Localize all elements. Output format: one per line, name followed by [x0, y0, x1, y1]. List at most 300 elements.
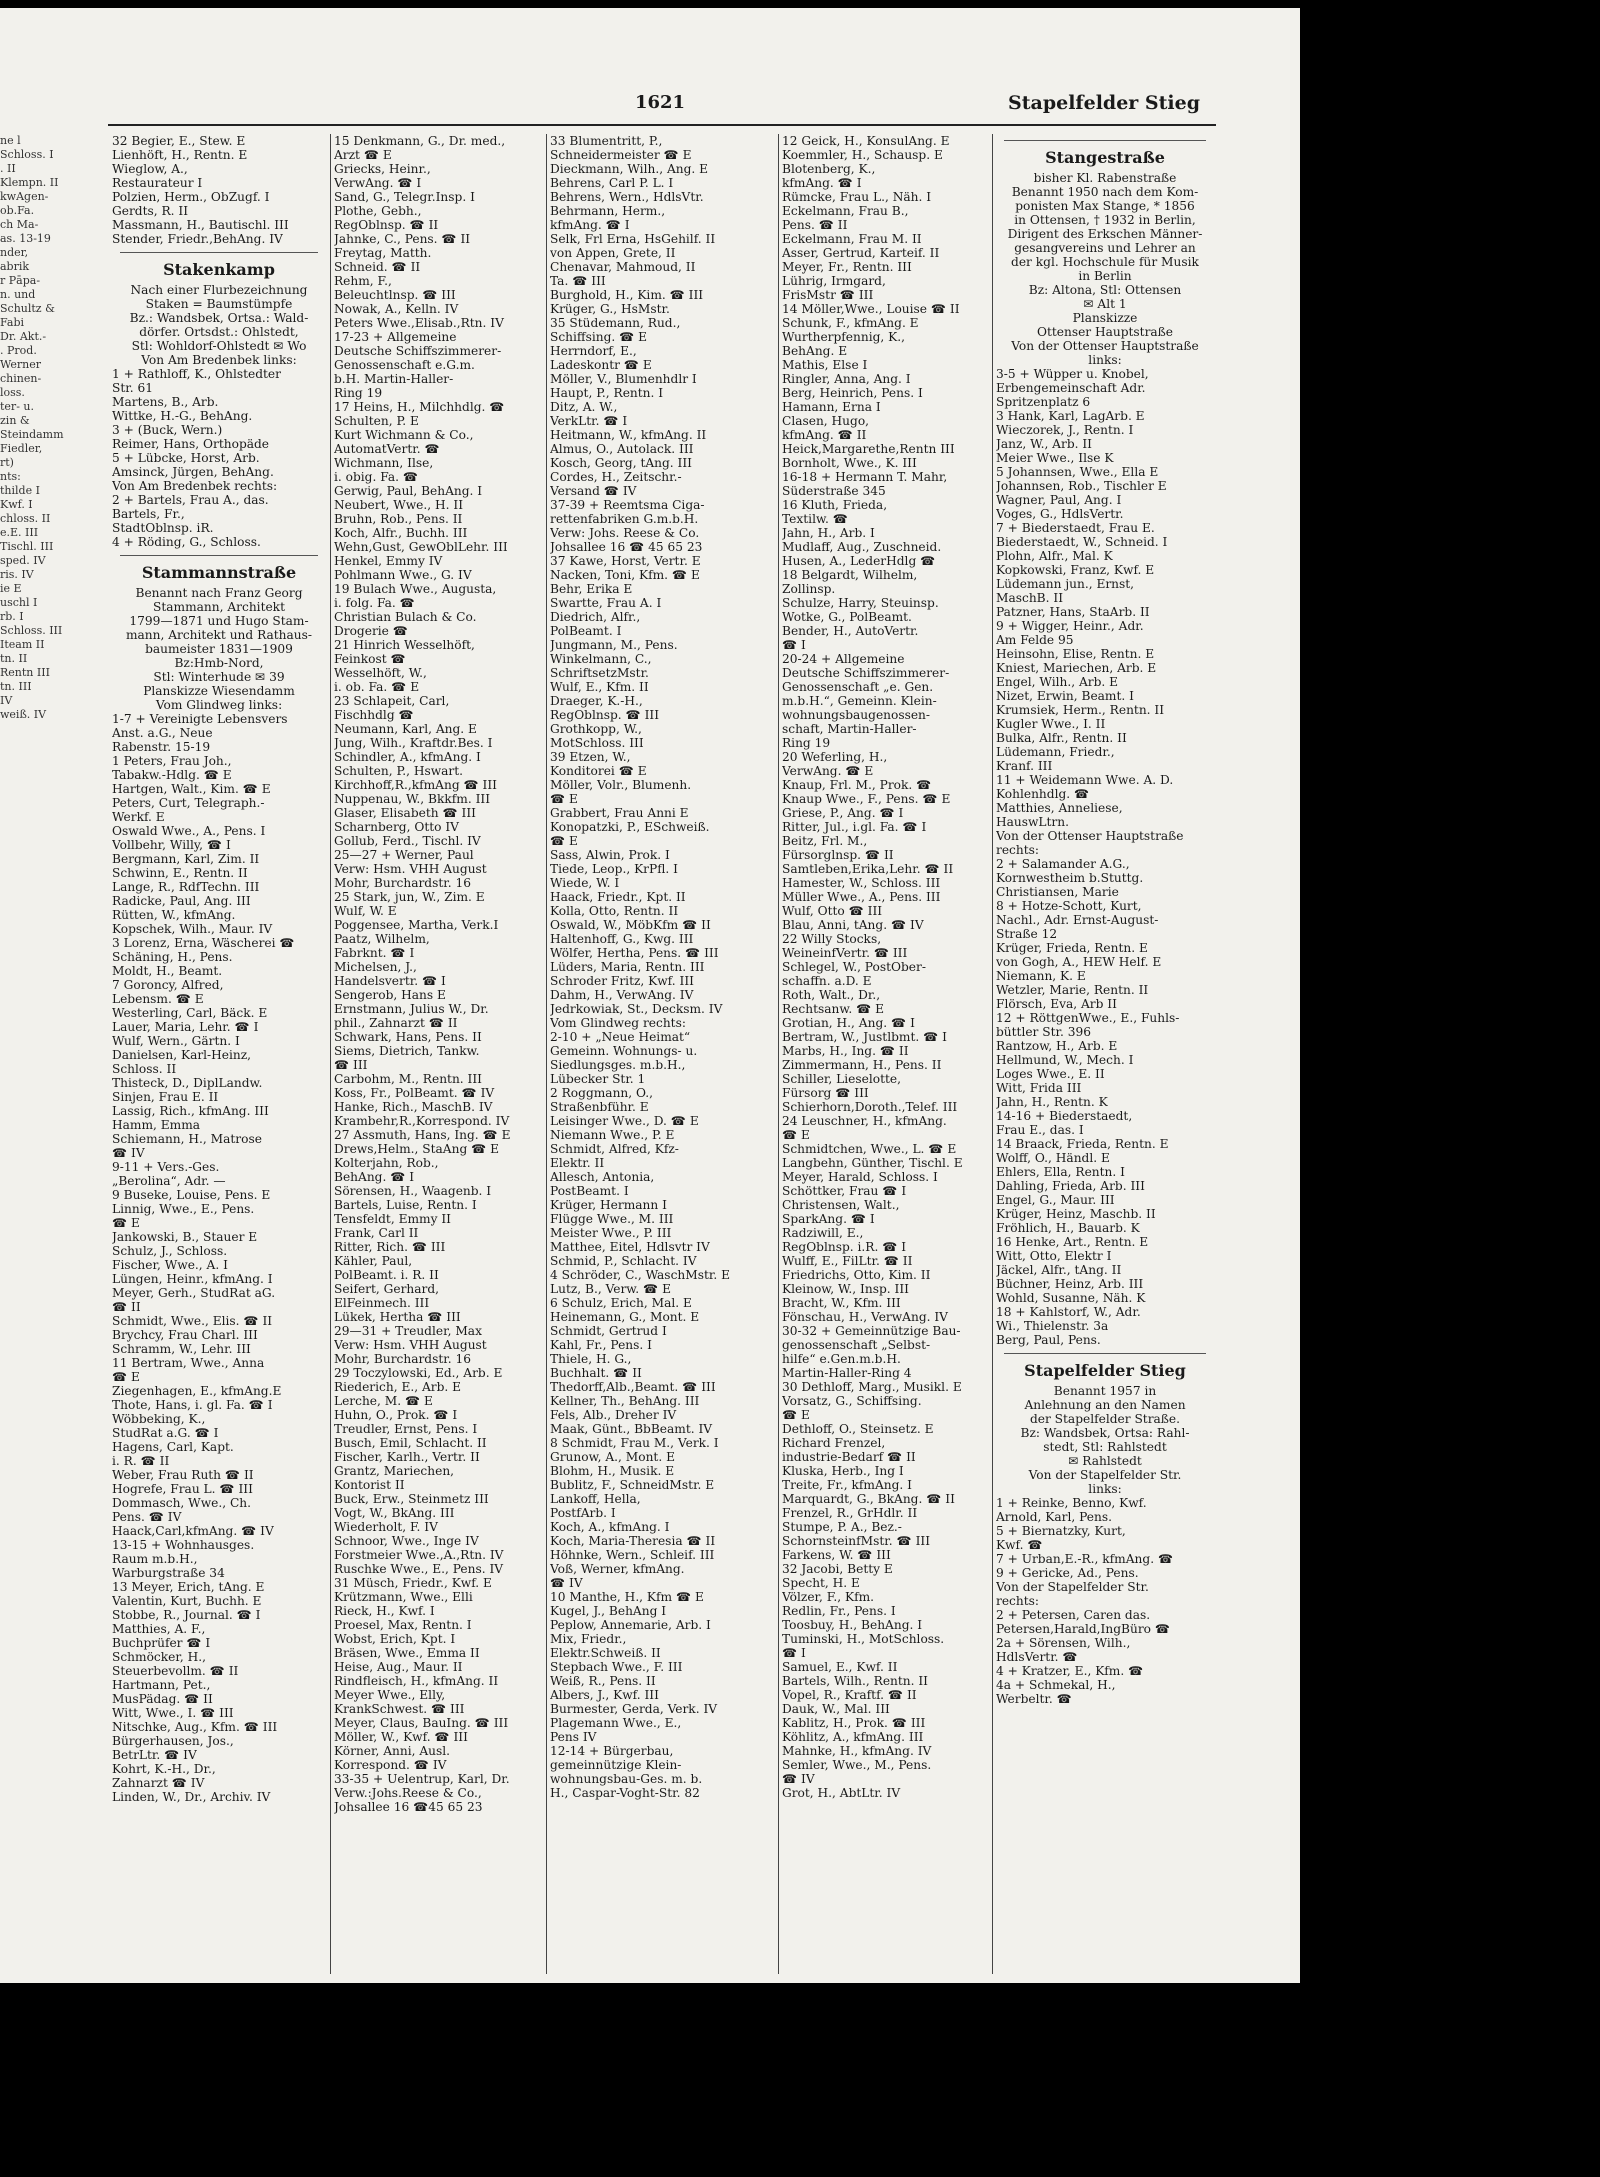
directory-entry: Möller, W., Kwf. ☎ III [334, 1730, 468, 1744]
directory-entry: Elektr.Schweiß. II [550, 1646, 661, 1660]
directory-entry: Schunk, F., kfmAng. E [782, 316, 919, 330]
directory-entry: Meier Wwe., Ilse K [996, 451, 1114, 465]
edge-fragment: Rentn III [0, 666, 50, 679]
directory-entry: ☎ II [112, 1300, 141, 1314]
directory-entry: Behr, Erika E [550, 582, 633, 596]
edge-fragment: Schloss. III [0, 624, 63, 637]
directory-entry: Toosbuy, H., BehAng. I [782, 1618, 923, 1632]
directory-entry: 27 Assmuth, Hans, Ing. ☎ E [334, 1128, 511, 1142]
directory-entry: ElFeinmech. III [334, 1296, 430, 1310]
directory-entry: StadtOblnsp. iR. [112, 521, 214, 535]
street-description: Ottenser Hauptstraße [1036, 325, 1174, 339]
directory-entry: Reimer, Hans, Orthopäde [112, 437, 270, 451]
directory-entry: Kellner, Th., BehAng. III [550, 1394, 700, 1408]
directory-entry: Anst. a.G., Neue [112, 726, 213, 740]
directory-entry: Schierhorn,Doroth.,Telef. III [782, 1100, 958, 1114]
street-description: Anlehnung an den Namen [1024, 1398, 1186, 1412]
directory-entry: Versand ☎ IV [550, 484, 637, 498]
directory-entry: 4 + Röding, G., Schloss. [112, 535, 261, 549]
directory-entry: Vopel, R., Kraftf. ☎ II [782, 1688, 917, 1702]
directory-entry: Friedrichs, Otto, Kim. II [782, 1268, 931, 1282]
directory-entry: Heinemann, G., Mont. E [550, 1310, 700, 1324]
directory-entry: Grothkopp, W., [550, 722, 642, 736]
directory-entry: Arzt ☎ E [334, 148, 392, 162]
directory-entry: 5 + Lübcke, Horst, Arb. [112, 451, 260, 465]
directory-entry: Witt, Otto, Elektr I [996, 1249, 1112, 1263]
directory-entry: Behrens, Carl P. L. I [550, 176, 674, 190]
directory-entry: Lankoff, Hella, [550, 1492, 641, 1506]
directory-entry: wohnungsbaugenossen- [782, 708, 931, 722]
directory-entry: Rechtsanw. ☎ E [782, 1002, 885, 1016]
edge-fragment: Fiedler, [0, 442, 43, 455]
directory-entry: 16 Henke, Art., Rentn. E [996, 1235, 1149, 1249]
directory-entry: Pens IV [550, 1730, 597, 1744]
directory-entry: von Gogh, A., HEW Helf. E [996, 955, 1162, 969]
directory-entry: Behrens, Wern., HdlsVtr. [550, 190, 704, 204]
directory-entry: Verw: Hsm. VHH August [334, 1338, 487, 1352]
directory-entry: Kopkowski, Franz, Kwf. E [996, 563, 1155, 577]
directory-entry: Rantzow, H., Arb. E [996, 1039, 1118, 1053]
directory-entry: Dommasch, Wwe., Ch. [112, 1496, 252, 1510]
directory-entry: Voges, G., HdlsVertr. [996, 507, 1124, 521]
directory-entry: Fönschau, H., VerwAng. IV [782, 1310, 948, 1324]
edge-fragment: abrik [0, 260, 30, 273]
directory-entry: 12 Geick, H., KonsulAng. E [782, 134, 950, 148]
directory-entry: Frank, Carl II [334, 1226, 419, 1240]
directory-entry: Werbeltr. ☎ [996, 1692, 1072, 1706]
directory-entry: Wulf, E., Kfm. II [550, 680, 649, 694]
street-description: in Berlin [1078, 269, 1132, 283]
directory-entry: BehAng. ☎ I [334, 1170, 415, 1184]
directory-entry: Lührig, Irmgard, [782, 274, 886, 288]
directory-entry: Jedrkowiak, St., Decksm. IV [550, 1002, 723, 1016]
directory-entry: 1 + Rathloff, K., Ohlstedter [112, 367, 281, 381]
directory-entry: Loges Wwe., E. II [996, 1067, 1105, 1081]
edge-fragment: chloss. II [0, 512, 51, 525]
street-description: in Ottensen, † 1932 in Berlin, [1014, 213, 1196, 227]
street-description: gesangvereins und Lehrer an [1014, 241, 1196, 255]
directory-entry: Ditz, A. W., [550, 400, 618, 414]
directory-entry: Fürsorg ☎ III [782, 1086, 869, 1100]
directory-entry: schaffn. a.D. E [782, 974, 872, 988]
directory-entry: ☎ IV [112, 1146, 145, 1160]
directory-entry: Konditorei ☎ E [550, 764, 647, 778]
section-rule [120, 555, 318, 556]
edge-fragment: ter- u. [0, 400, 34, 413]
directory-entry: Gemeinn. Wohnungs- u. [550, 1044, 698, 1058]
directory-entry: Nacken, Toni, Kfm. ☎ E [550, 568, 700, 582]
directory-entry: Krüger, G., HsMstr. [550, 302, 670, 316]
directory-entry: Wichmann, Ilse, [334, 456, 434, 470]
directory-entry: ☎ E [550, 834, 578, 848]
directory-entry: 2 Roggmann, O., [550, 1086, 654, 1100]
street-description: Planskizze [1072, 311, 1138, 325]
directory-entry: Matthee, Eitel, Hdlsvtr IV [550, 1240, 710, 1254]
directory-entry: Drogerie ☎ [334, 624, 408, 638]
directory-entry: 11 + Weidemann Wwe. A. D. [996, 773, 1174, 787]
directory-entry: Stender, Friedr.,BehAng. IV [112, 232, 283, 246]
directory-entry: 25—27 + Werner, Paul [334, 848, 474, 862]
edge-fragment: zin & [0, 414, 30, 427]
directory-entry: Verw.:Johs.Reese & Co., [334, 1786, 482, 1800]
directory-entry: BetrLtr. ☎ IV [112, 1748, 197, 1762]
directory-entry: 17 Heins, H., Milchhdlg. ☎ [334, 400, 505, 414]
directory-entry: schaft, Martin-Haller- [782, 722, 917, 736]
directory-entry: Krüger, Hermann I [550, 1198, 667, 1212]
directory-entry: Martin-Haller-Ring 4 [782, 1366, 912, 1380]
directory-entry: 30-32 + Gemeinnützige Bau- [782, 1324, 961, 1338]
directory-entry: Samtleben,Erika,Lehr. ☎ II [782, 862, 954, 876]
directory-entry: Sörensen, H., Waagenb. I [334, 1184, 492, 1198]
section-rule [1004, 1353, 1206, 1354]
directory-entry: Gerdts, R. II [112, 204, 189, 218]
directory-entry: Deutsche Schiffszimmerer- [334, 344, 502, 358]
directory-entry: Eckelmann, Frau B., [782, 204, 909, 218]
directory-entry: Schneidermeister ☎ E [550, 148, 692, 162]
directory-entry: 13 Meyer, Erich, tAng. E [112, 1580, 265, 1594]
directory-entry: Stepbach Wwe., F. III [550, 1660, 683, 1674]
directory-entry: 4a + Schmekal, H., [996, 1678, 1116, 1692]
street-description: Benannt 1957 in [1053, 1384, 1157, 1398]
directory-entry: Koch, Alfr., Buchh. III [334, 526, 468, 540]
directory-entry: Kosch, Georg, tAng. III [550, 456, 692, 470]
directory-entry: Michelsen, J., [334, 960, 417, 974]
directory-entry: 12-14 + Bürgerbau, [550, 1744, 674, 1758]
street-description: dörfer. Ortsdst.: Ohlstedt, [139, 325, 299, 339]
directory-entry: Jahn, H., Arb. I [782, 526, 875, 540]
directory-entry: 9 + Wigger, Heinr., Adr. [996, 619, 1144, 633]
directory-entry: Wiede, W. I [550, 876, 620, 890]
directory-entry: Bublitz, F., SchneidMstr. E [550, 1478, 715, 1492]
directory-entry: Knaup Wwe., F., Pens. ☎ E [782, 792, 951, 806]
directory-entry: 14 Möller,Wwe., Louise ☎ II [782, 302, 960, 316]
directory-entry: Nowak, A., Kelln. IV [334, 302, 459, 316]
directory-entry: SchornsteinfMstr. ☎ III [782, 1534, 931, 1548]
directory-entry: Handelsvertr. ☎ I [334, 974, 446, 988]
directory-entry: Lerche, M. ☎ E [334, 1394, 433, 1408]
directory-entry: Neumann, Karl, Ang. E [334, 722, 477, 736]
edge-fragment: as. 13-19 [0, 232, 51, 245]
directory-entry: Müller Wwe., A., Pens. III [782, 890, 941, 904]
directory-entry: Restaurateur I [112, 176, 203, 190]
directory-entry: Wetzler, Marie, Rentn. II [996, 983, 1149, 997]
directory-entry: Schmöcker, H., [112, 1650, 206, 1664]
street-description: Benannt nach Franz Georg [135, 586, 303, 600]
directory-entry: 2a + Sörensen, Wilh., [996, 1636, 1131, 1650]
column-divider [330, 134, 331, 1974]
directory-entry: Wurtherpfennig, K., [782, 330, 906, 344]
street-description: Von der Ottenser Hauptstraße [1011, 339, 1199, 353]
directory-page [0, 8, 1300, 1983]
street-description: Bz: Altona, Stl: Ottensen [1028, 283, 1182, 297]
directory-entry: b.H. Martin-Haller- [334, 372, 454, 386]
directory-entry: i. folg. Fa. ☎ [334, 596, 415, 610]
directory-entry: FrisMstr ☎ III [782, 288, 874, 302]
directory-entry: 37 Kawe, Horst, Vertr. E [550, 554, 701, 568]
directory-entry: Wieglow, A., [112, 162, 188, 176]
directory-entry: Pens. ☎ II [782, 218, 848, 232]
directory-entry: Rümcke, Frau L., Näh. I [782, 190, 932, 204]
directory-entry: kfmAng. ☎ I [550, 218, 630, 232]
street-description: Planskizze Wiesendamm [143, 684, 295, 698]
directory-entry: Lüders, Maria, Rentn. III [550, 960, 705, 974]
directory-entry: Am Felde 95 [996, 633, 1074, 647]
directory-entry: Sengerob, Hans E [334, 988, 446, 1002]
directory-entry: 14 Braack, Frieda, Rentn. E [996, 1137, 1169, 1151]
street-description: mann, Architekt und Rathaus- [125, 628, 313, 642]
directory-entry: Pens. ☎ IV [112, 1510, 182, 1524]
directory-entry: Petersen,Harald,IngBüro ☎ [996, 1622, 1171, 1636]
directory-entry: Kolterjahn, Rob., [334, 1156, 439, 1170]
directory-entry: Fischhdlg ☎ [334, 708, 414, 722]
directory-entry: büttler Str. 396 [996, 1025, 1091, 1039]
directory-entry: Nitschke, Aug., Kfm. ☎ III [112, 1720, 278, 1734]
directory-entry: Grabbert, Frau Anni E [550, 806, 689, 820]
directory-entry: Schulze, Harry, Steuinsp. [782, 596, 939, 610]
directory-entry: von Appen, Grete, II [550, 246, 676, 260]
street-heading: Stangestraße [1045, 148, 1165, 167]
directory-entry: Schäning, H., Pens. [112, 950, 233, 964]
directory-entry: Peplow, Annemarie, Arb. I [550, 1618, 711, 1632]
directory-entry: 1 + Reinke, Benno, Kwf. [996, 1496, 1147, 1510]
directory-entry: Almus, O., Autolack. III [550, 442, 694, 456]
directory-entry: Kontorist II [334, 1478, 405, 1492]
directory-entry: Schmidt, Alfred, Kfz- [550, 1142, 679, 1156]
directory-entry: VerkLtr. ☎ I [550, 414, 628, 428]
directory-entry: 35 Stüdemann, Rud., [550, 316, 681, 330]
directory-entry: 2 + Petersen, Caren das. [996, 1608, 1151, 1622]
directory-entry: gemeinnützige Klein- [550, 1758, 682, 1772]
edge-fragment: kwAgen- [0, 190, 49, 203]
column-1 [112, 134, 326, 1984]
directory-entry: Bender, H., AutoVertr. [782, 624, 919, 638]
directory-entry: Warburgstraße 34 [112, 1566, 225, 1580]
directory-entry: Radicke, Paul, Ang. III [112, 894, 251, 908]
directory-entry: PolBeamt. i. R. II [334, 1268, 439, 1282]
directory-entry: Carbohm, M., Rentn. III [334, 1072, 482, 1086]
directory-entry: Bartels, Luise, Rentn. I [334, 1198, 477, 1212]
directory-entry: Von der Stapelfelder Str. [996, 1580, 1149, 1594]
directory-entry: Jung, Wilh., Kraftdr.Bes. I [334, 736, 493, 750]
edge-fragment: Schloss. I [0, 148, 54, 161]
directory-entry: 2-10 + „Neue Heimat“ [550, 1030, 691, 1044]
directory-entry: 1 Peters, Frau Joh., [112, 754, 232, 768]
directory-entry: Kahl, Fr., Pens. I [550, 1338, 652, 1352]
directory-entry: Bulka, Alfr., Rentn. II [996, 731, 1127, 745]
edge-fragment: ie E [0, 582, 22, 595]
directory-entry: Kolla, Otto, Rentn. II [550, 904, 679, 918]
edge-fragment: nder, [0, 246, 29, 259]
edge-fragment: thilde I [0, 484, 40, 497]
directory-entry: Arnold, Karl, Pens. [996, 1510, 1112, 1524]
directory-entry: phil., Zahnarzt ☎ II [334, 1016, 458, 1030]
street-description: links: [1088, 353, 1122, 367]
directory-entry: rechts: [996, 843, 1039, 857]
street-description: Dirigent des Erkschen Männer- [1007, 227, 1203, 241]
directory-entry: 16-18 + Hermann T. Mahr, [782, 470, 948, 484]
directory-entry: Spritzenplatz 6 [996, 395, 1091, 409]
directory-entry: Sand, G., Telegr.Insp. I [334, 190, 475, 204]
directory-entry: 9 + Gericke, Ad., Pens. [996, 1566, 1139, 1580]
directory-entry: Huhn, O., Prok. ☎ I [334, 1408, 458, 1422]
directory-entry: Oswald, W., MöbKfm ☎ II [550, 918, 711, 932]
directory-entry: Rütten, W., kfmAng. [112, 908, 236, 922]
edge-fragment: rt) [0, 456, 14, 469]
directory-entry: Ziegenhagen, E., kfmAng.E [112, 1384, 282, 1398]
directory-entry: Buchprüfer ☎ I [112, 1636, 211, 1650]
directory-entry: Swartte, Frau A. I [550, 596, 662, 610]
directory-entry: Tiede, Leop., KrPfl. I [550, 862, 678, 876]
directory-entry: Heitmann, W., kfmAng. II [550, 428, 707, 442]
directory-entry: Schwinn, E., Rentn. II [112, 866, 248, 880]
directory-entry: 5 + Biernatzky, Kurt, [996, 1524, 1126, 1538]
directory-entry: Straße 12 [996, 927, 1058, 941]
directory-entry: Rieck, H., Kwf. I [334, 1604, 435, 1618]
directory-entry: Möller, Volr., Blumenh. [550, 778, 692, 792]
directory-entry: Roth, Walt., Dr., [782, 988, 881, 1002]
directory-entry: Fels, Alb., Dreher IV [550, 1408, 677, 1422]
directory-entry: Kablitz, H., Prok. ☎ III [782, 1716, 926, 1730]
directory-entry: Plothe, Gebh., [334, 204, 422, 218]
directory-entry: Chenavar, Mahmoud, II [550, 260, 696, 274]
edge-fragment: Steindamm [0, 428, 64, 441]
directory-entry: 15 Denkmann, G., Dr. med., [334, 134, 506, 148]
edge-fragment: . II [0, 162, 16, 175]
directory-entry: Vogt, W., BkAng. III [334, 1506, 455, 1520]
directory-entry: Wohld, Susanne, Näh. K [996, 1291, 1146, 1305]
directory-entry: 7 + Urban,E.-R., kfmAng. ☎ [996, 1552, 1174, 1566]
directory-entry: Lüdemann jun., Ernst, [996, 577, 1135, 591]
directory-entry: H., Caspar-Voght-Str. 82 [550, 1786, 700, 1800]
directory-entry: Schlegel, W., PostOber- [782, 960, 926, 974]
edge-fragment: Schultz & [0, 302, 55, 315]
directory-entry: wohnungsbau-Ges. m. b. [550, 1772, 703, 1786]
edge-fragment: sped. IV [0, 554, 46, 567]
directory-entry: Mohr, Burchardstr. 16 [334, 876, 471, 890]
directory-entry: Textilw. ☎ [782, 512, 848, 526]
directory-entry: Wulf, W. E [334, 904, 397, 918]
directory-entry: Bracht, W., Kfm. III [782, 1296, 901, 1310]
directory-entry: Thedorff,Alb.,Beamt. ☎ III [550, 1380, 716, 1394]
header-rule [108, 124, 1216, 126]
directory-entry: Fürsorglnsp. ☎ II [782, 848, 894, 862]
directory-entry: AutomatVertr. ☎ [334, 442, 440, 456]
directory-entry: Verw: Hsm. VHH August [334, 862, 487, 876]
street-description: Benannt 1950 nach dem Kom- [1011, 185, 1199, 199]
directory-entry: 12 + RöttgenWwe., E., Fuhls- [996, 1011, 1180, 1025]
directory-entry: 16 Kluth, Frieda, [782, 498, 888, 512]
directory-entry: Amsinck, Jürgen, BehAng. [112, 465, 274, 479]
directory-entry: Christiansen, Marie [996, 885, 1119, 899]
directory-entry: Genossenschaft e.G.m. [334, 358, 475, 372]
directory-entry: Krumsiek, Herm., Rentn. II [996, 703, 1165, 717]
column-5 [996, 134, 1214, 1984]
directory-entry: Biederstaedt, W., Schneid. I [996, 535, 1168, 549]
directory-entry: Bergmann, Karl, Zim. II [112, 852, 260, 866]
directory-entry: Elektr. II [550, 1156, 605, 1170]
directory-entry: Jäckel, Alfr., tAng. II [996, 1263, 1122, 1277]
directory-entry: Clasen, Hugo, [782, 414, 870, 428]
directory-entry: Specht, H. E [782, 1576, 860, 1590]
directory-entry: Meyer, Gerh., StudRat aG. [112, 1286, 276, 1300]
directory-entry: Lauer, Maria, Lehr. ☎ I [112, 1020, 259, 1034]
directory-entry: Schneid. ☎ II [334, 260, 421, 274]
directory-entry: Christensen, Walt., [782, 1198, 900, 1212]
directory-entry: Schöttker, Frau ☎ I [782, 1184, 907, 1198]
directory-entry: Thote, Hans, i. gl. Fa. ☎ I [112, 1398, 273, 1412]
directory-entry: 8 Schmidt, Frau M., Verk. I [550, 1436, 719, 1450]
directory-entry: Von der Ottenser Hauptstraße [996, 829, 1184, 843]
directory-entry: Grunow, A., Mont. E [550, 1450, 675, 1464]
directory-entry: kfmAng. ☎ II [782, 428, 867, 442]
street-description: stedt, Stl: Rahlstedt [1043, 1440, 1167, 1454]
directory-entry: Wehn,Gust, GewOblLehr. III [334, 540, 508, 554]
left-edge-text-fragments [0, 134, 78, 1984]
directory-entry: Engel, G., Maur. III [996, 1193, 1115, 1207]
directory-entry: Lienhöft, H., Rentn. E [112, 148, 248, 162]
directory-entry: 4 + Kratzer, E., Kfm. ☎ [996, 1664, 1144, 1678]
directory-entry: RegOblnsp. ☎ III [550, 708, 660, 722]
directory-entry: Stobbe, R., Journal. ☎ I [112, 1608, 261, 1622]
directory-entry: Winkelmann, C., [550, 652, 652, 666]
street-description: Bz:Hmb-Nord, [174, 656, 264, 670]
directory-entry: Scharnberg, Otto IV [334, 820, 459, 834]
directory-entry: Draeger, K.-H., [550, 694, 643, 708]
directory-entry: Kirchhoff,R.,kfmAng ☎ III [334, 778, 497, 792]
directory-entry: Mahnke, H., kfmAng. IV [782, 1744, 932, 1758]
directory-entry: Wittke, H.-G., BehAng. [112, 409, 253, 423]
directory-entry: Blohm, H., Musik. E [550, 1464, 675, 1478]
directory-entry: Johsallee 16 ☎45 65 23 [334, 1800, 483, 1814]
directory-entry: Buck, Erw., Steinmetz III [334, 1492, 489, 1506]
directory-entry: Haack,Carl,kfmAng. ☎ IV [112, 1524, 274, 1538]
directory-entry: genossenschaft „Selbst- [782, 1338, 931, 1352]
column-divider [778, 134, 779, 1974]
directory-entry: Thisteck, D., DiplLandw. [112, 1076, 263, 1090]
directory-entry: Dieckmann, Wilh., Ang. E [550, 162, 709, 176]
directory-entry: 29—31 + Treudler, Max [334, 1324, 482, 1338]
directory-entry: Tuminski, H., MotSchloss. [782, 1632, 945, 1646]
directory-entry: ☎ IV [550, 1576, 583, 1590]
directory-entry: 7 + Biederstaedt, Frau E. [996, 521, 1155, 535]
directory-entry: Ring 19 [334, 386, 383, 400]
directory-entry: Schiffsing. ☎ E [550, 330, 648, 344]
edge-fragment: Kwf. I [0, 498, 33, 511]
directory-entry: 19 Bulach Wwe., Augusta, [334, 582, 497, 596]
directory-entry: Richard Frenzel, [782, 1436, 886, 1450]
directory-entry: Wölfer, Hertha, Pens. ☎ III [550, 946, 719, 960]
directory-entry: Eckelmann, Frau M. II [782, 232, 922, 246]
directory-entry: Bräsen, Wwe., Emma II [334, 1646, 480, 1660]
street-description: Staken = Baumstümpfe [145, 297, 293, 311]
street-description: Bz.: Wandsbek, Ortsa.: Wald- [129, 311, 309, 325]
directory-entry: Heinsohn, Elise, Rentn. E [996, 647, 1155, 661]
section-rule [120, 252, 318, 253]
directory-entry: Schulz, J., Schloss. [112, 1244, 228, 1258]
edge-fragment: Tischl. III [0, 540, 54, 553]
directory-entry: Thiele, H. G., [550, 1352, 632, 1366]
directory-entry: Kohrt, K.-H., Dr., [112, 1762, 216, 1776]
directory-entry: 3-5 + Wüpper u. Knobel, [996, 367, 1149, 381]
directory-entry: Fabrknt. ☎ I [334, 946, 415, 960]
directory-entry: Brychcy, Frau Charl. III [112, 1328, 258, 1342]
directory-entry: Verw: Johs. Reese & Co. [550, 526, 700, 540]
page-number: 1621 [634, 92, 686, 113]
directory-entry: 13-15 + Wohnhausges. [112, 1538, 255, 1552]
directory-entry: BehAng. E [782, 344, 848, 358]
directory-entry: Oswald Wwe., A., Pens. I [112, 824, 266, 838]
directory-entry: Semler, Wwe., M., Pens. [782, 1758, 932, 1772]
